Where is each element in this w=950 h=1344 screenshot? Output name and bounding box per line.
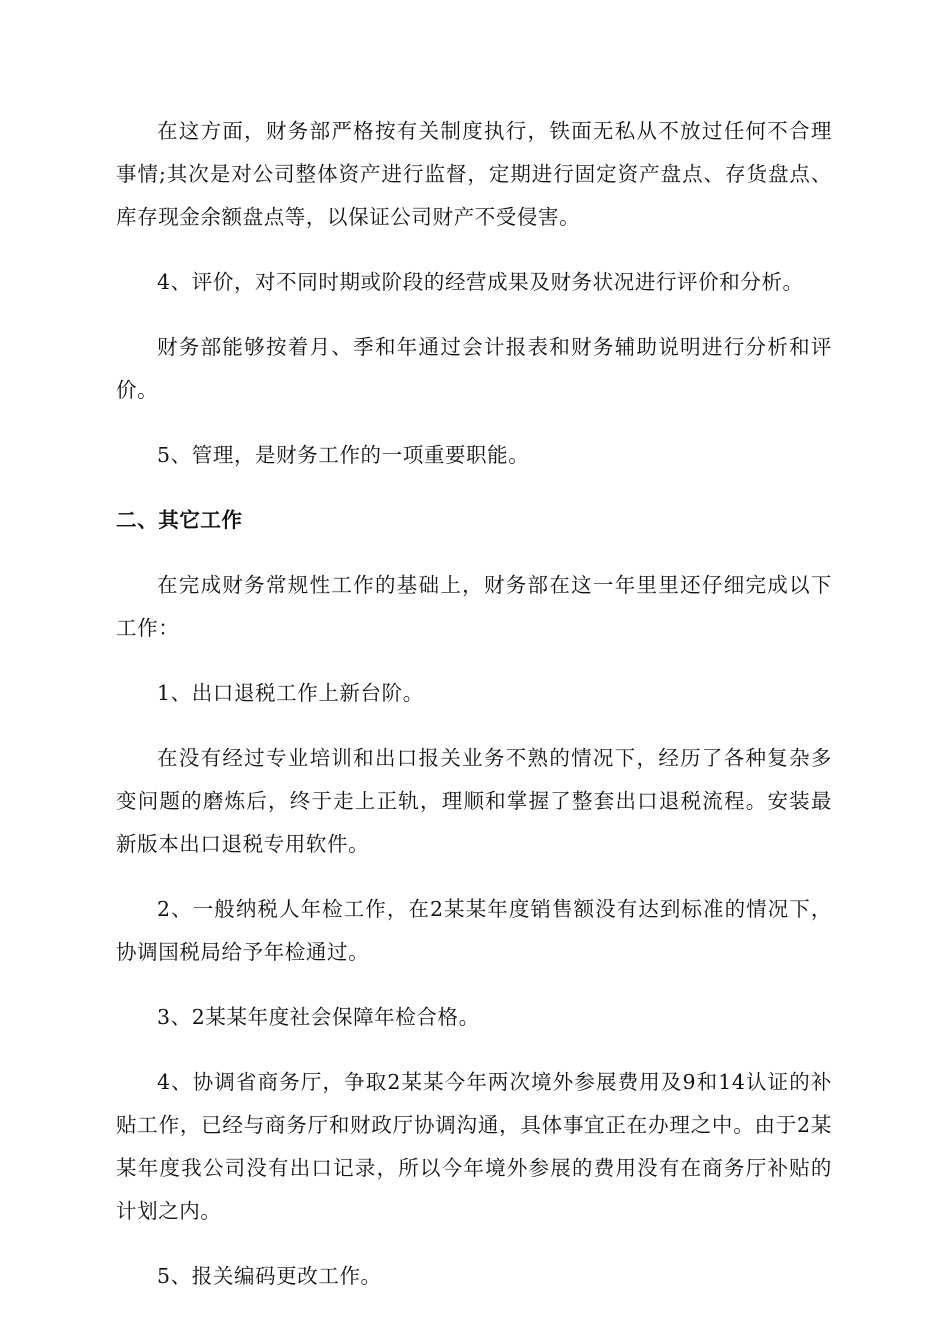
body-paragraph: 4、协调省商务厅，争取2某某今年两次境外参展费用及9和14认证的补贴工作，已经与商务厅和财政厅协调沟通，具体事宜正在办理之中。由于2某某年度我公司没有出口记录，所以今年境外参展的费用没有在商务厅补贴的计划之内。 — [116, 1070, 832, 1223]
body-paragraph: 在完成财务常规性工作的基础上，财务部在这一年里里还仔细完成以下工作： — [116, 573, 832, 640]
body-paragraph: 5、报关编码更改工作。 — [157, 1264, 382, 1288]
body-paragraph: 3、2某某年度社会保障年检合格。 — [157, 1005, 480, 1029]
body-paragraph: 财务部能够按着月、季和年通过会计报表和财务辅助说明进行分析和评价。 — [116, 335, 832, 402]
body-paragraph: 在这方面，财务部严格按有关制度执行，铁面无私从不放过任何不合理事情;其次是对公司整体资产进行监督，定期进行固定资产盘点、存货盘点、库存现金余额盘点等，以保证公司财产不受侵害。 — [116, 119, 832, 229]
body-paragraph: 1、出口退税工作上新台阶。 — [157, 681, 424, 705]
body-paragraph: 4、评价，对不同时期或阶段的经营成果及财务状况进行评价和分析。 — [157, 270, 804, 294]
section-heading: 二、其它工作 — [116, 508, 243, 532]
body-paragraph: 5、管理，是财务工作的一项重要职能。 — [157, 443, 530, 467]
body-paragraph: 在没有经过专业培训和出口报关业务不熟的情况下，经历了各种复杂多变问题的磨炼后，终于走上正轨，理顺和掌握了整套出口退税流程。安装最新版本出口退税专用软件。 — [116, 746, 832, 856]
body-paragraph: 2、一般纳税人年检工作，在2某某年度销售额没有达到标准的情况下，协调国税局给予年检通过。 — [116, 897, 832, 964]
